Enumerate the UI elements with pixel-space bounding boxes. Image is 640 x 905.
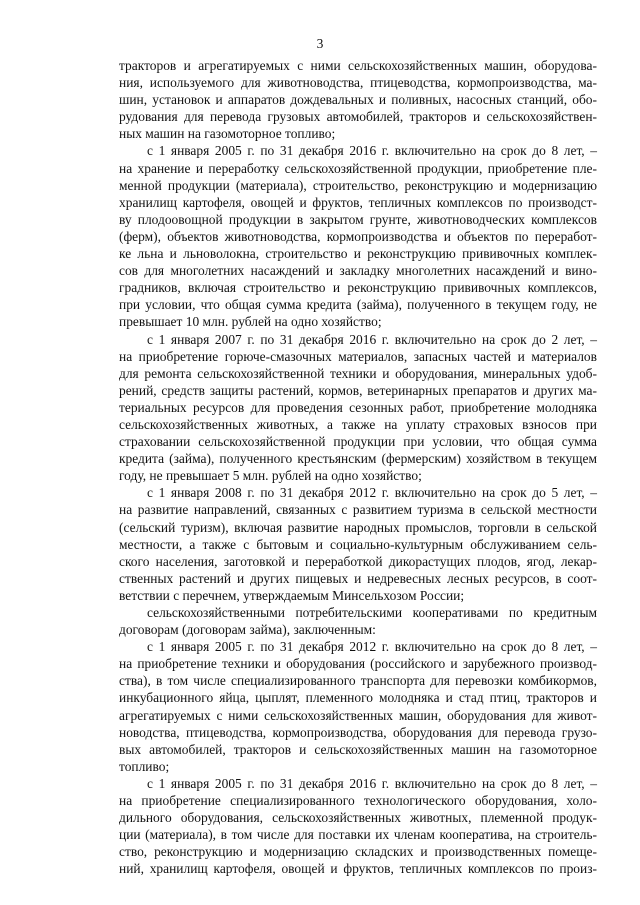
text-line: топливо; <box>119 758 170 774</box>
text-line: сов для многолетних насаждений и закладку многолетних насаждений и вино- <box>119 263 597 279</box>
text-line: для ремонта сельскохозяйственной техники и оборудования, минеральных удоб- <box>119 365 597 381</box>
text-line: году, не превышает 5 млн. рублей на одно хозяйство; <box>119 468 422 484</box>
text-line: сельскохозяйственных животных, а также на уплату страховых взносов при <box>119 416 597 432</box>
text-line: превышает 10 млн. рублей на одно хозяйство; <box>119 314 382 330</box>
text-line: новодства, птицеводства, кормопроизводства, оборудования для перевода грузо- <box>119 724 597 740</box>
text-line: с 1 января 2005 г. по 31 декабря 2012 г. включительно на срок до 8 лет, – <box>147 639 597 655</box>
text-line: ния, используемого для животноводства, птицеводства, кормопроизводства, ма- <box>119 75 597 91</box>
text-line: рудования для перевода грузовых автомобилей, тракторов и сельскохозяйствен- <box>119 109 597 125</box>
text-line: на приобретение горюче-смазочных материалов, запасных частей и материалов <box>119 348 597 364</box>
text-line: с 1 января 2005 г. по 31 декабря 2016 г. включительно на срок до 8 лет, – <box>147 775 597 791</box>
text-line: ции (материала), в том числе для поставки их членам кооператива, на строитель- <box>119 827 597 843</box>
text-line: териальных ресурсов для проведения сезонных работ, приобретение молодняка <box>119 399 597 415</box>
text-line: вых автомобилей, тракторов и сельскохозяйственных машин на газомоторное <box>119 741 597 757</box>
text-line: с 1 января 2008 г. по 31 декабря 2012 г. включительно на срок до 5 лет, – <box>147 485 597 501</box>
text-line: ке льна и льноволокна, строительство и реконструкцию прививочных комплек- <box>119 246 597 262</box>
text-line: кредита (займа), полученного крестьянским (фермерским) хозяйством в текущем <box>119 451 597 467</box>
text-line: ства), в том числе специализированного транспорта для перевозки комбикормов, <box>119 673 597 689</box>
text-line: (сельский туризм), включая развитие народных промыслов, торговли в сельской <box>119 519 597 535</box>
text-line: шин, установок и аппаратов дождевальных и поливных, насосных станций, обо- <box>119 92 597 108</box>
text-line: градников, включая строительство и реконструкцию прививочных комплексов, <box>119 280 597 296</box>
text-line: с 1 января 2007 г. по 31 декабря 2016 г. включительно на срок до 2 лет, – <box>147 331 597 347</box>
text-line: на хранение и переработку сельскохозяйственной продукции, приобретение пле- <box>119 160 597 176</box>
text-line: страховании сельскохозяйственной продукции при условии, что общая сумма <box>119 434 597 450</box>
text-line: ского населения, заготовкой и переработкой дикорастущих плодов, ягод, лекар- <box>119 553 597 569</box>
text-line: (ферм), объектов животноводства, кормопроизводства и объектов по переработ- <box>119 228 597 244</box>
page-number: 3 <box>316 36 324 51</box>
text-line: на приобретение специализированного технологического оборудования, холо- <box>119 793 597 809</box>
text-line: хранилищ картофеля, овощей и фруктов, тепличных комплексов по производст- <box>119 194 597 210</box>
text-line: ство, реконструкцию и модернизацию складских и производственных помеще- <box>119 844 597 860</box>
text-line: ственных растений и других пищевых и недревесных лесных ресурсов, в соот- <box>119 570 597 586</box>
text-line: ветствии с перечнем, утверждаемым Минсельхозом России; <box>119 587 465 603</box>
text-line: агрегатируемых с ними сельскохозяйственных машин, оборудования для живот- <box>119 707 597 723</box>
text-line: рений, средств защиты растений, кормов, ветеринарных препаратов и других ма- <box>119 382 597 398</box>
text-line: дильного оборудования, сельскохозяйственных животных, племенной продук- <box>119 810 597 826</box>
text-line: менной продукции (материала), строительство, реконструкцию и модернизацию <box>119 177 597 193</box>
body-text <box>119 57 597 878</box>
text-line: сельскохозяйственными потребительскими кооперативами по кредитным <box>147 605 597 620</box>
text-line: инкубационного яйца, цыплят, племенного молодняка и стад птиц, тракторов и <box>119 690 597 706</box>
text-line: ву плодоовощной продукции в закрытом грунте, животноводческих комплексов <box>119 211 597 227</box>
text-line: ний, хранилищ картофеля, овощей и фруктов, тепличных комплексов по произ- <box>119 861 597 877</box>
text-line: на приобретение техники и оборудования (российского и зарубежного производ- <box>119 656 597 672</box>
text-line: тракторов и агрегатируемых с ними сельскохозяйственных машин, оборудова- <box>119 58 597 73</box>
text-line: местности, а также с бытовым и социально-культурным обслуживанием сель- <box>119 536 597 552</box>
text-line: с 1 января 2005 г. по 31 декабря 2016 г. включительно на срок до 8 лет, – <box>147 143 597 159</box>
text-line: при условии, что общая сумма кредита (займа), полученного в текущем году, не <box>119 297 597 313</box>
text-line: ных машин на газомоторное топливо; <box>119 126 336 142</box>
text-line: договорам (договорам займа), заключенным: <box>119 622 376 638</box>
text-line: на развитие направлений, связанных с развитием туризма в сельской местности <box>119 502 597 518</box>
